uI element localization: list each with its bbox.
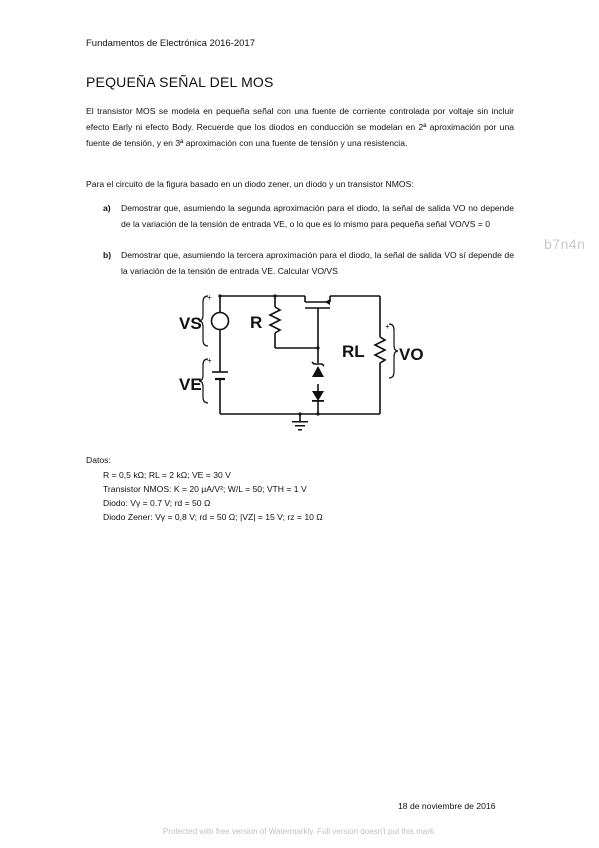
junction-dot [316,412,319,415]
footer-watermark: Protected with free version of Watermarkly. Full version doesn't put this mark. [162,827,437,836]
label-vs: VS [179,314,202,333]
junction-dot [273,294,276,297]
exercise-item-a [103,201,514,232]
junction-dot [316,346,319,349]
datos-line: Transistor NMOS: K = 20 μA/V²; W/L = 50; VTH = 1 V [103,484,307,494]
item-marker: b) [103,250,112,260]
datos-line: Diodo: Vγ = 0.7 V; rd = 50 Ω [103,498,211,508]
brace-vo [389,324,398,378]
section-title: PEQUEÑA SEÑAL DEL MOS [86,74,274,90]
diode-bar [312,400,324,402]
ground-line-2 [295,425,305,427]
ground-line-1 [292,421,308,423]
ground-line-3 [298,429,302,431]
nmos-arrow [325,299,330,305]
item-text: Demostrar que, asumiendo la tercera aproximación para el diodo, la señal de salida VO sí depende de la variación de la tensión de entrada VE. Calcular VO/VS [121,250,514,276]
label-rl: RL [342,342,365,361]
resistor-r [270,307,280,333]
document-header: Fundamentos de Electrónica 2016-2017 [86,38,256,49]
source-vs-symbol [212,313,229,330]
circuit-intro-paragraph: Para el circuito de la figura basado en un diodo zener, un diodo y un transistor NMOS: [86,179,414,189]
label-ve: VE [179,375,202,394]
exercise-item-b [103,248,514,279]
plus-sign-vs: + [207,293,212,302]
item-text: Demostrar que, asumiendo la segunda aproximación para el diodo, la señal de salida VO no depende de la variación de la tensión de entrada VE, o lo que es lo mismo para pequeña señal VO/VS = 0 [121,203,514,229]
circuit-svg [170,287,430,437]
plus-sign-ve: + [207,356,212,365]
circuit-diagram [170,287,430,437]
label-r: R [250,313,263,332]
junction-dot [218,294,221,297]
diode-triangle [312,391,324,401]
item-marker: a) [103,203,111,213]
label-vo: VO [399,345,424,364]
document-date: 18 de noviembre de 2016 [398,801,496,811]
intro-paragraph: El transistor MOS se modela en pequeña señal con una fuente de corriente controlada por voltaje sin incluir efecto Early ni efecto Body. Recuerde que los diodos en conducción se modelan en 2ª aproximación por una fuente de tensión, y en 3ª aproximación con una fuente de tensión y una resistencia. [86,106,514,148]
plus-sign-vo: + [385,322,390,331]
junction-dot [298,412,301,415]
datos-line: R = 0,5 kΩ; RL = 2 kΩ; VE = 30 V [103,470,231,480]
resistor-rl [375,337,385,363]
zener-triangle [312,366,324,377]
datos-title: Datos: [86,455,111,465]
datos-line: Diodo Zener: Vγ = 0,8 V; rd = 50 Ω; |VZ| = 15 V; rz = 10 Ω [103,512,323,522]
watermark-id: b7n4n [544,236,586,252]
